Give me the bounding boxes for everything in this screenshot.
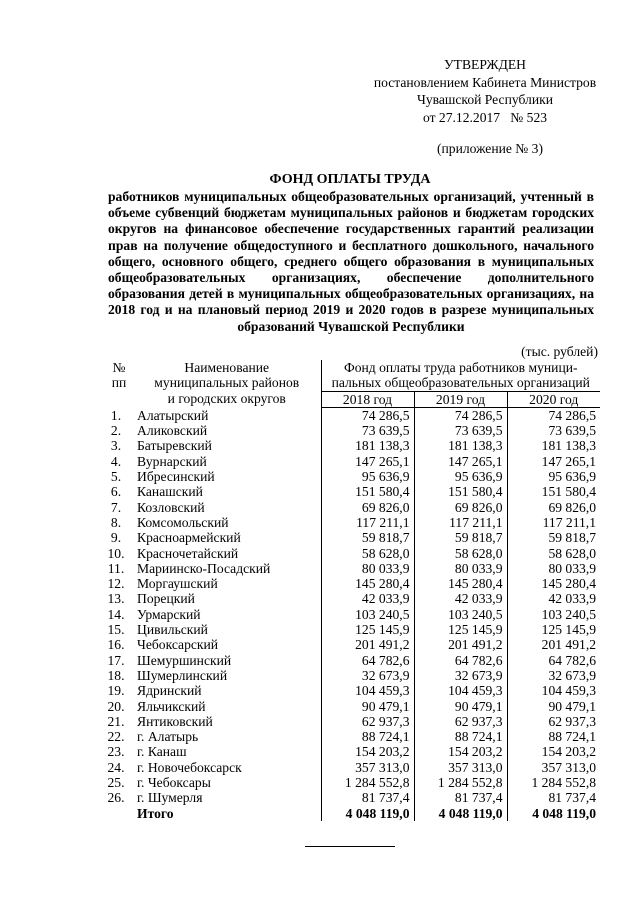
attachment-note: (приложение № 3) [436, 141, 544, 156]
row-number: 13. [107, 591, 125, 607]
row-name: Шемуршинский [133, 653, 321, 668]
table-row [105, 515, 600, 530]
row-number: 18. [107, 667, 125, 683]
row-value-2020: 69 826,0 [548, 499, 597, 515]
row-number: 2. [110, 423, 122, 439]
row-value-2020: 103 240,5 [541, 606, 597, 622]
row-number: 9. [110, 530, 122, 546]
row-value-2020: 1 284 552,8 [531, 775, 597, 791]
row-value-2018: 104 459,3 [321, 683, 414, 698]
row-value-2018: 90 479,1 [321, 699, 414, 714]
row-value-2019: 64 782,6 [414, 653, 507, 668]
units-note: (тыс. рублей) [521, 344, 598, 359]
row-value-2019: 42 033,9 [414, 591, 507, 606]
row-value-2018: 59 818,7 [321, 530, 414, 545]
row-number: 12. [107, 576, 125, 592]
row-value-2019: 147 265,1 [414, 454, 507, 469]
row-value-2020: 95 636,9 [548, 469, 597, 485]
header-year-2020: 2020 год [507, 391, 600, 407]
table-row [105, 469, 600, 484]
row-value-2020: 81 737,4 [548, 790, 597, 806]
bottom-divider [305, 846, 395, 847]
row-value-2019: 32 673,9 [414, 668, 507, 683]
row-value-2018: 73 639,5 [321, 423, 414, 438]
row-name: Вурнарский [133, 454, 321, 469]
row-value-2018: 357 313,0 [321, 760, 414, 775]
row-name: Урмарский [133, 607, 321, 622]
approval-date-number: от 27.12.2017 № 523 [422, 109, 548, 125]
row-name: г. Чебоксары [133, 775, 321, 790]
row-value-2019: 104 459,3 [414, 683, 507, 698]
row-value-2019: 80 033,9 [414, 561, 507, 576]
row-number: 25. [107, 775, 125, 791]
row-value-2018: 201 491,2 [321, 637, 414, 652]
row-value-2020: 58 628,0 [548, 545, 597, 561]
row-name: г. Алатырь [133, 729, 321, 744]
row-name: Ядринский [133, 683, 321, 698]
row-value-2020: 117 211,1 [542, 514, 597, 530]
row-value-2018: 1 284 552,8 [321, 775, 414, 790]
row-name: Козловский [133, 500, 321, 515]
table-row [105, 744, 600, 759]
row-name: Чебоксарский [133, 637, 321, 652]
row-name: Аликовский [133, 423, 321, 438]
table-row [105, 729, 600, 744]
row-name: Канашский [133, 484, 321, 499]
row-number: 11. [107, 560, 125, 576]
row-value-2020: 90 479,1 [548, 698, 597, 714]
row-number: 16. [107, 637, 125, 653]
row-value-2020: 147 265,1 [541, 453, 597, 469]
header-year-2019: 2019 год [414, 391, 507, 407]
row-value-2018: 81 737,4 [321, 790, 414, 805]
row-value-2019: 1 284 552,8 [414, 775, 507, 790]
row-number: 21. [107, 713, 125, 729]
table-row [105, 683, 600, 698]
table-row [105, 637, 600, 652]
row-value-2020: 62 937,3 [548, 713, 597, 729]
row-number: 26. [107, 790, 125, 806]
table-row [105, 760, 600, 775]
row-name: Комсомольский [133, 515, 321, 530]
row-number: 3. [110, 438, 122, 454]
table-row [105, 775, 600, 790]
document-title: ФОНД ОПЛАТЫ ТРУДА [269, 172, 431, 187]
total-label: Итого [133, 806, 321, 821]
row-value-2018: 145 280,4 [321, 576, 414, 591]
total-value-2018: 4 048 119,0 [321, 806, 414, 821]
row-value-2020: 59 818,7 [548, 530, 597, 546]
row-value-2018: 151 580,4 [321, 484, 414, 499]
row-name: Янтиковский [133, 714, 321, 729]
table-row [105, 530, 600, 545]
table-row [105, 668, 600, 683]
row-value-2019: 73 639,5 [414, 423, 507, 438]
row-value-2020: 181 138,3 [541, 438, 597, 454]
table-row [105, 546, 600, 561]
table-row [105, 653, 600, 668]
header-number: № пп [111, 360, 127, 391]
row-name: г. Шумерля [133, 790, 321, 805]
row-value-2019: 69 826,0 [414, 500, 507, 515]
table-row [105, 622, 600, 637]
row-number: 19. [107, 683, 125, 699]
row-name: Красноармейский [133, 530, 321, 545]
total-value-2020: 4 048 119,0 [532, 805, 597, 821]
row-value-2019: 181 138,3 [414, 438, 507, 453]
table-row [105, 423, 600, 438]
row-name: Моргаушский [133, 576, 321, 591]
row-value-2020: 42 033,9 [548, 591, 597, 607]
row-value-2019: 151 580,4 [414, 484, 507, 499]
row-name: Порецкий [133, 591, 321, 606]
row-value-2020: 151 580,4 [541, 484, 597, 500]
row-value-2020: 73 639,5 [548, 423, 597, 439]
row-value-2018: 42 033,9 [321, 591, 414, 606]
approval-title: УТВЕРЖДЕН [444, 57, 526, 72]
row-number: 6. [110, 484, 122, 500]
row-value-2020: 125 145,9 [541, 622, 597, 638]
total-value-2019: 4 048 119,0 [414, 806, 507, 821]
total-number [105, 806, 133, 821]
row-value-2018: 62 937,3 [321, 714, 414, 729]
row-value-2019: 58 628,0 [414, 546, 507, 561]
header-fund-line2: пальных общеобразовательных организаций [321, 375, 600, 391]
row-value-2020: 80 033,9 [548, 560, 597, 576]
row-number: 14. [107, 606, 125, 622]
row-name: Ибресинский [133, 469, 321, 484]
row-value-2018: 74 286,5 [321, 407, 414, 423]
row-value-2018: 80 033,9 [321, 561, 414, 576]
row-value-2018: 58 628,0 [321, 546, 414, 561]
row-value-2020: 357 313,0 [541, 759, 597, 775]
row-value-2020: 74 286,5 [548, 407, 597, 423]
row-value-2019: 125 145,9 [414, 622, 507, 637]
row-value-2019: 81 737,4 [414, 790, 507, 805]
table-row [105, 714, 600, 729]
row-value-2019: 62 937,3 [414, 714, 507, 729]
table-row [105, 407, 600, 423]
table-row [105, 454, 600, 469]
row-value-2018: 64 782,6 [321, 653, 414, 668]
row-name: Шумерлинский [133, 668, 321, 683]
row-number: 20. [107, 698, 125, 714]
row-value-2018: 147 265,1 [321, 454, 414, 469]
row-number: 17. [107, 652, 125, 668]
row-value-2018: 88 724,1 [321, 729, 414, 744]
row-value-2018: 32 673,9 [321, 668, 414, 683]
table-row [105, 699, 600, 714]
row-value-2020: 104 459,3 [541, 683, 597, 699]
row-value-2018: 103 240,5 [321, 607, 414, 622]
row-number: 1. [110, 407, 122, 423]
table-row [105, 576, 600, 591]
approval-block [365, 56, 605, 126]
table-row [105, 607, 600, 622]
row-value-2019: 117 211,1 [414, 515, 507, 530]
row-name: Алатырский [133, 407, 321, 423]
document-subtitle: работников муниципальных общеобразовательных организаций, учтенный в объеме субвенций бюджетам муниципальных районов и бюджетам городских округов на финансовое обеспечение государственных гарантий реализации прав на получение общедоступного и бесплатного дошкольного, начального общего, основного общего, среднего общего образования в муниципальных общеобразовательных организациях, обеспечение дополнительного образования детей в муниципальных общеобразовательных организациях, на 2018 год и на плановый период 2019 и 2020 годов в разрезе муниципальных образований Чувашской Республики [108, 189, 594, 334]
row-value-2020: 201 491,2 [541, 637, 597, 653]
table-row [105, 438, 600, 453]
row-value-2019: 103 240,5 [414, 607, 507, 622]
row-value-2020: 145 280,4 [541, 576, 597, 592]
row-number: 24. [107, 759, 125, 775]
row-value-2019: 145 280,4 [414, 576, 507, 591]
table-row [105, 484, 600, 499]
row-name: г. Канаш [133, 744, 321, 759]
table-row [105, 790, 600, 805]
row-value-2020: 154 203,2 [541, 744, 597, 760]
row-value-2018: 154 203,2 [321, 744, 414, 759]
header-name: Наименование муниципальных районов и городских округов [133, 360, 321, 407]
row-value-2019: 201 491,2 [414, 637, 507, 652]
row-number: 5. [110, 469, 122, 485]
row-value-2020: 32 673,9 [548, 667, 597, 683]
row-value-2019: 90 479,1 [414, 699, 507, 714]
header-fund-line1: Фонд оплаты труда работников муници- [343, 360, 578, 375]
row-value-2018: 69 826,0 [321, 500, 414, 515]
table-row [105, 500, 600, 515]
row-number: 7. [110, 499, 122, 515]
row-name: г. Новочебоксарск [133, 760, 321, 775]
table-row [105, 561, 600, 576]
row-value-2020: 88 724,1 [548, 729, 597, 745]
row-value-2019: 95 636,9 [414, 469, 507, 484]
row-value-2019: 88 724,1 [414, 729, 507, 744]
row-value-2019: 154 203,2 [414, 744, 507, 759]
row-name: Цивильский [133, 622, 321, 637]
row-value-2018: 117 211,1 [321, 515, 414, 530]
approval-republic: Чувашской Республики [417, 92, 553, 107]
header-year-2018: 2018 год [321, 391, 414, 407]
row-name: Мариинско-Посадский [133, 561, 321, 576]
total-row [105, 806, 600, 821]
row-value-2018: 95 636,9 [321, 469, 414, 484]
approval-resolution: постановлением Кабинета Министров [373, 74, 597, 90]
row-name: Батыревский [133, 438, 321, 453]
row-name: Красночетайский [133, 546, 321, 561]
row-number: 15. [107, 622, 125, 638]
row-number: 22. [107, 729, 125, 745]
row-value-2019: 74 286,5 [414, 407, 507, 423]
row-value-2019: 59 818,7 [414, 530, 507, 545]
row-number: 8. [110, 514, 122, 530]
row-value-2018: 181 138,3 [321, 438, 414, 453]
row-number: 4. [110, 453, 122, 469]
row-number: 23. [107, 744, 125, 760]
table-row [105, 591, 600, 606]
fund-table [105, 360, 600, 821]
row-value-2018: 125 145,9 [321, 622, 414, 637]
row-name: Яльчикский [133, 699, 321, 714]
row-value-2019: 357 313,0 [414, 760, 507, 775]
row-value-2020: 64 782,6 [548, 652, 597, 668]
row-number: 10. [107, 545, 125, 561]
